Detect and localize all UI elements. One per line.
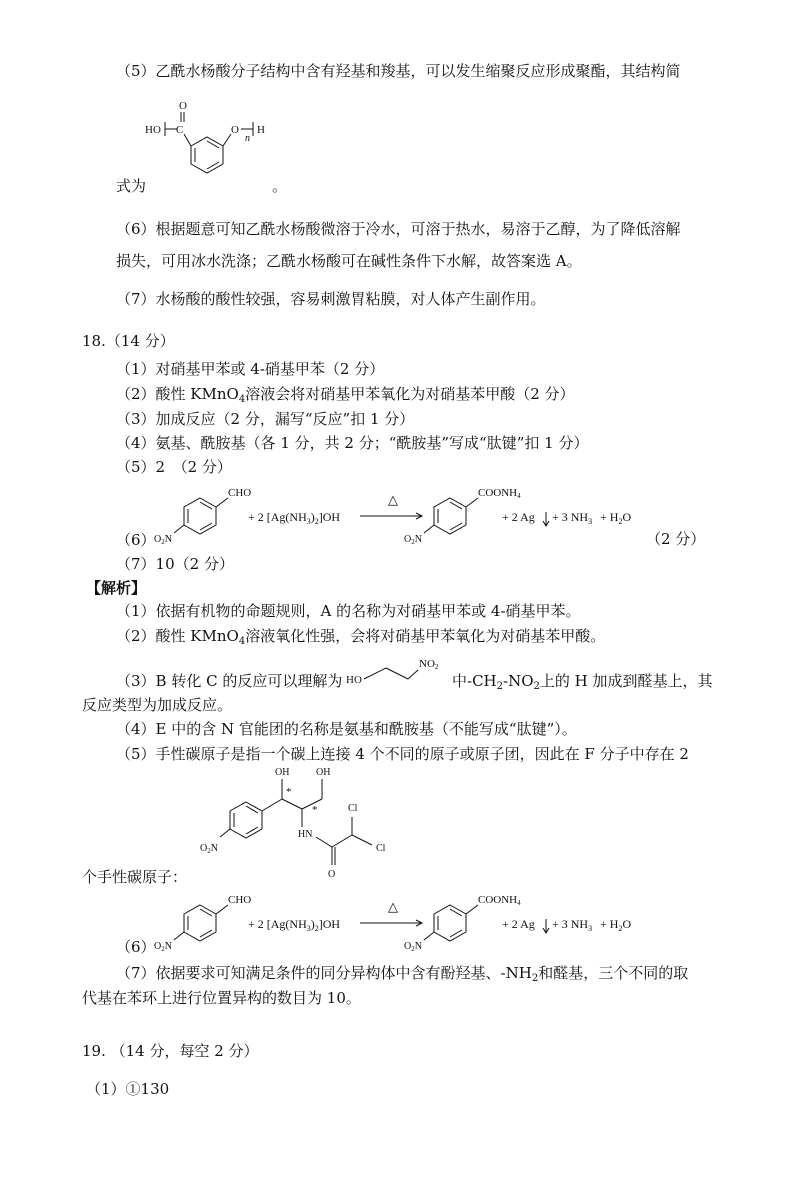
explain-3-pre: （3）B 转化 C 的反应可以理解为 <box>116 672 343 690</box>
svg-text:△: △ <box>388 899 398 914</box>
svg-text:+ H2O: + $H_2O$ <box>600 917 632 933</box>
q19-header: 19. （14 分，每空 2 分） <box>82 1042 259 1060</box>
svg-text:+ 2 Ag: + 2 Ag <box>502 917 535 931</box>
explain-3-post: 中$-CH_2-NO_2$上的 H 加成到醛基上，其 <box>452 672 713 692</box>
q17-p6-line2: 损失，可用冰水洗涤；乙酰水杨酸可在碱性条件下水解，故答案选 A。 <box>116 252 582 270</box>
explain-5-line2: 个手性碳原子： <box>82 868 188 886</box>
nitroethanol-structure <box>346 652 446 692</box>
q18-answer-3: （3）加成反应（2 分，漏写“反应”扣 1 分） <box>116 410 415 428</box>
svg-text:+ 2 Ag: + 2 Ag <box>502 510 535 524</box>
explain-2: （2）酸性 KMnO$_4$溶液氧化性强，会将对硝基甲苯氧化为对硝基苯甲酸。 <box>116 627 606 647</box>
svg-text:△: △ <box>388 492 398 507</box>
svg-text:+ 2 [Ag(NH3)2]OH: + 2 $[Ag(NH_3)_2]OH$ <box>248 917 341 933</box>
polymer-n: n <box>245 133 250 144</box>
q18-header: 18.（14 分） <box>82 332 175 350</box>
q18-answer-5: （5）2 （2 分） <box>116 458 232 476</box>
q18-answer-7: （7）10（2 分） <box>116 555 234 573</box>
q17-p7: （7）水杨酸的酸性较强，容易刺激胃粘膜，对人体产生副作用。 <box>116 290 546 308</box>
explain-6-label: （6） <box>116 938 156 956</box>
svg-text:OH: OH <box>275 767 290 778</box>
compound-f-structure <box>186 765 416 880</box>
svg-text:+ H2O: + $H_2O$ <box>600 510 632 526</box>
svg-text:O2N: $O_2N$ <box>404 941 422 953</box>
svg-text:COONH4: COONH4 <box>478 487 521 500</box>
explain-3-line2: 反应类型为加成反应。 <box>82 696 233 714</box>
q18-answer-4: （4）氨基、酰胺基（各 1 分，共 2 分；“酰胺基”写成“肽键”扣 1 分） <box>116 434 589 452</box>
svg-text:+ 2 [Ag(NH3)2]OH: + 2 $[Ag(NH_3)_2]OH$ <box>248 510 341 526</box>
explain-7-line1: （7）依据要求可知满足条件的同分异构体中含有酚羟基、$-NH_2$和醛基，三个不同的取 <box>116 964 689 984</box>
svg-text:CHO: CHO <box>228 487 252 499</box>
svg-text:O2N: $O_2N$ <box>154 941 172 953</box>
silver-mirror-reaction-explain <box>150 885 650 959</box>
explain-1: （1）依据有机物的命题规则，A 的名称为对硝基甲苯或 4-硝基甲苯。 <box>116 602 581 620</box>
explain-4: （4）E 中的含 N 官能团的名称是氨基和酰胺基（不能写成“肽键”）。 <box>116 720 577 738</box>
q17-p5-line1: （5）乙酰水杨酸分子结构中含有羟基和羧基，可以发生缩聚反应形成聚酯，其结构简 <box>116 62 681 80</box>
polymer-o: O <box>231 124 239 136</box>
q19-answer-1: （1）①130 <box>86 1080 170 1098</box>
svg-text:NO2: NO2 <box>419 658 439 671</box>
q18-answer-2: （2）酸性 KMnO$_4$溶液会将对硝基甲苯氧化为对硝基苯甲酸（2 分） <box>116 385 575 405</box>
svg-text:*: * <box>286 786 292 798</box>
q17-p6-line1: （6）根据题意可知乙酰水杨酸微溶于冷水，可溶于热水，易溶于乙醇，为了降低溶解 <box>116 220 681 238</box>
q18-answer-1: （1）对硝基甲苯或 4-硝基甲苯（2 分） <box>116 360 385 378</box>
polymer-h: H <box>257 124 265 136</box>
q18-answer-6-label: （6） <box>116 531 156 549</box>
svg-text:O2N: $O_2N$ <box>200 843 218 855</box>
explain-7-line2: 代基在苯环上进行位置异构的数目为 10。 <box>82 989 361 1007</box>
svg-text:*: * <box>312 804 318 816</box>
q18-answer-6-score: （2 分） <box>646 530 706 548</box>
polymer-o-carbonyl: O <box>179 100 187 112</box>
svg-text:O2N: $O_2N$ <box>154 534 172 546</box>
svg-text:O: O <box>328 869 336 880</box>
silver-mirror-reaction-answer <box>150 478 650 552</box>
svg-text:Cl: Cl <box>348 803 358 814</box>
svg-text:COONH4: COONH4 <box>478 894 521 907</box>
svg-text:+ 3 NH3: + 3 $NH_3$ <box>552 510 593 526</box>
svg-text:C: C <box>176 124 184 136</box>
explain-5-line1: （5）手性碳原子是指一个碳上连接 4 个不同的原子或原子团，因此在 F 分子中存在 2 <box>116 745 689 763</box>
svg-text:Cl: Cl <box>376 843 386 854</box>
polymer-ho: HO <box>145 124 161 136</box>
svg-text:HO: HO <box>346 674 362 686</box>
q17-p5-end: 。 <box>272 177 288 195</box>
svg-text:O2N: $O_2N$ <box>404 534 422 546</box>
svg-text:OH: OH <box>316 767 331 778</box>
svg-text:CHO: CHO <box>228 894 252 906</box>
polyester-structure <box>140 92 280 192</box>
svg-text:+ 3 NH3: + 3 $NH_3$ <box>552 917 593 933</box>
svg-text:HN: HN <box>298 829 313 840</box>
jiexi-heading: 【解析】 <box>86 579 147 597</box>
q17-p5-line2: 式为 <box>116 177 147 195</box>
